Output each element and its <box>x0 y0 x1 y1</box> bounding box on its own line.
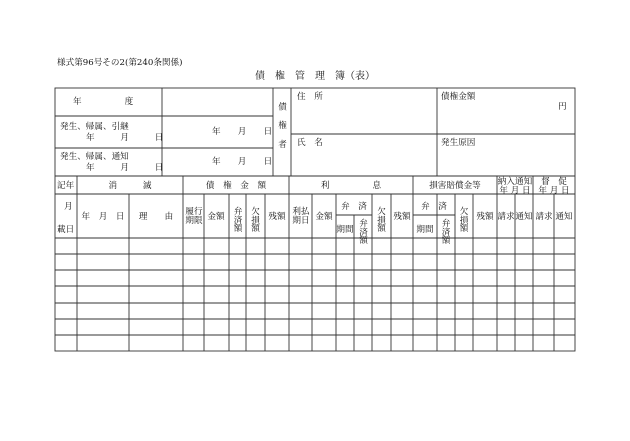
claim-amount-label: 債権金額 <box>441 92 476 102</box>
repay-label: 弁済額 <box>233 207 243 235</box>
damages-header: 損害賠償金等 <box>429 181 481 191</box>
reminder-request-label: 請求 <box>535 212 553 222</box>
extinction-date: 年 月 日 <box>81 212 125 222</box>
default-label: 欠損額 <box>251 207 260 235</box>
interest-balance-label: 残額 <box>393 212 411 222</box>
cause-label: 発生原因 <box>441 138 476 148</box>
damages-repay-amount-label: 弁済額 <box>441 219 451 247</box>
payment-notice-header: 納入通知 <box>497 177 533 187</box>
interest-header: 利 息 <box>320 181 382 191</box>
yen-unit: 円 <box>558 102 567 112</box>
extinction-header: 消 滅 <box>108 181 152 191</box>
occurrence-transfer-date: 年 月 日 <box>86 133 164 143</box>
date-field-2: 年 月 日 <box>212 157 273 167</box>
damages-default-label: 欠損額 <box>459 207 469 235</box>
interest-repay-label: 弁 済 <box>341 202 367 212</box>
interest-amount-label: 金額 <box>315 212 333 222</box>
form-title: 債 権 管 理 簿（表） <box>255 71 375 82</box>
damages-balance-label: 残額 <box>476 212 494 222</box>
balance-label: 残額 <box>268 212 286 222</box>
interest-repay-amount-label: 弁済額 <box>359 219 368 247</box>
amount-label: 金額 <box>207 212 225 222</box>
occurrence-notice-label: 発生、帰属、通知 <box>60 152 129 162</box>
interest-due-date-label: 利払期日 <box>292 207 310 226</box>
record-month: 月 <box>64 202 73 212</box>
record-label: 記年 <box>57 181 75 191</box>
interest-default-label: 欠損額 <box>377 207 386 235</box>
notice-notice-label: 通知 <box>515 212 533 222</box>
form-number: 様式第96号その2(第240条関係) <box>57 58 183 68</box>
creditor-label: 債権者 <box>276 102 287 158</box>
reminder-notice-label: 通知 <box>555 212 573 222</box>
notice-request-label: 請求 <box>497 212 515 222</box>
fiscal-year-label: 年 度 <box>73 97 134 107</box>
name-label: 氏 名 <box>297 138 323 148</box>
extinction-reason: 理 由 <box>138 212 174 222</box>
reminder-header: 督 促 <box>541 177 567 187</box>
occurrence-transfer-label: 発生、帰属、引継 <box>60 122 129 132</box>
reminder-date: 年 月 日 <box>538 186 570 196</box>
due-date-label: 履行期限 <box>185 207 203 226</box>
occurrence-notice-date: 年 月 日 <box>86 163 164 173</box>
interest-period-label: 期間 <box>336 225 354 235</box>
date-field-1: 年 月 日 <box>212 127 273 137</box>
address-label: 住 所 <box>297 92 323 102</box>
damages-period-label: 期間 <box>416 225 434 235</box>
damages-repay-label: 弁 済 <box>421 202 447 212</box>
payment-notice-date: 年 月 日 <box>499 186 531 196</box>
claim-amount-header: 債 権 金 額 <box>205 181 267 191</box>
record-day: 載日 <box>57 225 75 235</box>
